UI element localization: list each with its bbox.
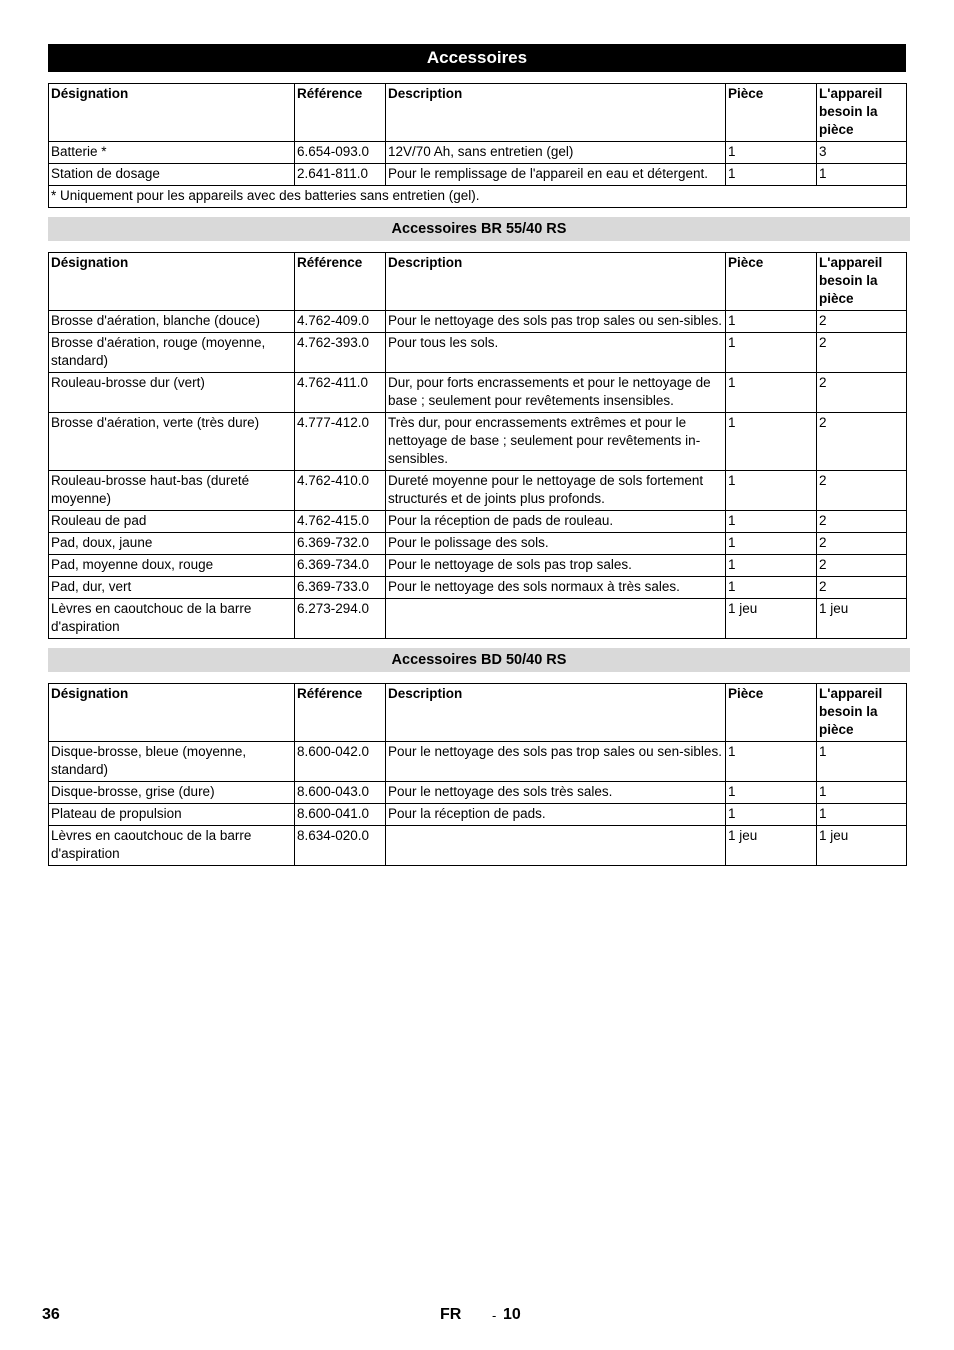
- cell-quantity-needed: 2: [817, 413, 907, 471]
- col-piece: Pièce: [726, 84, 817, 142]
- cell-description: Pour le nettoyage de sols pas trop sales.: [386, 555, 726, 577]
- cell-quantity-needed: 2: [817, 533, 907, 555]
- page-title: Accessoires: [48, 44, 906, 72]
- cell-piece: 1: [726, 413, 817, 471]
- cell-quantity-needed: 2: [817, 511, 907, 533]
- cell-designation: Station de dosage: [49, 164, 295, 186]
- table-row: [49, 333, 907, 373]
- cell-piece: 1: [726, 164, 817, 186]
- sub-page-number: 10: [503, 1306, 521, 1323]
- cell-designation: Batterie *: [49, 142, 295, 164]
- cell-designation: Brosse d'aération, verte (très dure): [49, 413, 295, 471]
- table-row: [49, 311, 907, 333]
- cell-reference: 6.654-093.0: [295, 142, 386, 164]
- cell-designation: Rouleau-brosse dur (vert): [49, 373, 295, 413]
- table-header-row: [49, 684, 907, 742]
- cell-description: Pour le polissage des sols.: [386, 533, 726, 555]
- col-designation: Désignation: [49, 253, 295, 311]
- cell-reference: 2.641-811.0: [295, 164, 386, 186]
- cell-description: Pour le nettoyage des sols normaux à très sales.: [386, 577, 726, 599]
- cell-piece: 1 jeu: [726, 599, 817, 639]
- page-content: [48, 44, 906, 866]
- col-reference: Référence: [295, 684, 386, 742]
- cell-reference: 6.369-732.0: [295, 533, 386, 555]
- table-row: [49, 373, 907, 413]
- cell-designation: Pad, moyenne doux, rouge: [49, 555, 295, 577]
- col-designation: Désignation: [49, 684, 295, 742]
- cell-piece: 1: [726, 142, 817, 164]
- cell-quantity-needed: 1: [817, 742, 907, 782]
- col-description: Description: [386, 84, 726, 142]
- language-code: FR: [440, 1306, 462, 1323]
- col-quantity-needed: L'appareil besoin la pièce: [817, 684, 907, 742]
- col-piece: Pièce: [726, 253, 817, 311]
- cell-reference: 6.273-294.0: [295, 599, 386, 639]
- cell-quantity-needed: 3: [817, 142, 907, 164]
- cell-quantity-needed: 1: [817, 164, 907, 186]
- cell-piece: 1: [726, 804, 817, 826]
- table-row: [49, 599, 907, 639]
- cell-reference: 4.777-412.0: [295, 413, 386, 471]
- cell-description: Très dur, pour encrassements extrêmes et pour le nettoyage de base ; seulement pour revêtements in-sensibles.: [386, 413, 726, 471]
- col-piece: Pièce: [726, 684, 817, 742]
- cell-description: Pour le nettoyage des sols très sales.: [386, 782, 726, 804]
- cell-description: Dureté moyenne pour le nettoyage de sols fortement structurés et de joints plus profonds.: [386, 471, 726, 511]
- cell-description: Pour le remplissage de l'appareil en eau et détergent.: [386, 164, 726, 186]
- accessories-bd-table: [48, 683, 907, 866]
- cell-piece: 1: [726, 311, 817, 333]
- cell-reference: 4.762-409.0: [295, 311, 386, 333]
- cell-reference: 4.762-410.0: [295, 471, 386, 511]
- cell-reference: 6.369-734.0: [295, 555, 386, 577]
- table-row: [49, 577, 907, 599]
- cell-quantity-needed: 2: [817, 577, 907, 599]
- accessories-table: [48, 83, 907, 208]
- cell-quantity-needed: 1: [817, 782, 907, 804]
- cell-designation: Pad, doux, jaune: [49, 533, 295, 555]
- cell-piece: 1: [726, 333, 817, 373]
- cell-quantity-needed: 2: [817, 311, 907, 333]
- table-row: [49, 511, 907, 533]
- table-row: [49, 164, 907, 186]
- footer-separator: -: [492, 1308, 497, 1323]
- accessories-br-table: [48, 252, 907, 639]
- table-row: [49, 413, 907, 471]
- cell-quantity-needed: 1: [817, 804, 907, 826]
- cell-designation: Pad, dur, vert: [49, 577, 295, 599]
- footnote-row: [49, 186, 907, 208]
- table-row: [49, 142, 907, 164]
- cell-piece: 1 jeu: [726, 826, 817, 866]
- cell-designation: Lèvres en caoutchouc de la barre d'aspiration: [49, 826, 295, 866]
- cell-designation: Lèvres en caoutchouc de la barre d'aspiration: [49, 599, 295, 639]
- page-number: 36: [42, 1306, 60, 1323]
- cell-piece: 1: [726, 471, 817, 511]
- table-row: [49, 804, 907, 826]
- cell-designation: Plateau de propulsion: [49, 804, 295, 826]
- cell-quantity-needed: 1 jeu: [817, 599, 907, 639]
- table-row: [49, 555, 907, 577]
- cell-description: Pour le nettoyage des sols pas trop sales ou sen-sibles.: [386, 311, 726, 333]
- cell-designation: Brosse d'aération, rouge (moyenne, standard): [49, 333, 295, 373]
- cell-quantity-needed: 1 jeu: [817, 826, 907, 866]
- cell-reference: 8.600-042.0: [295, 742, 386, 782]
- cell-quantity-needed: 2: [817, 555, 907, 577]
- cell-reference: 4.762-393.0: [295, 333, 386, 373]
- col-quantity-needed: L'appareil besoin la pièce: [817, 253, 907, 311]
- cell-reference: 4.762-411.0: [295, 373, 386, 413]
- cell-quantity-needed: 2: [817, 333, 907, 373]
- cell-description: Pour la réception de pads.: [386, 804, 726, 826]
- table-row: [49, 533, 907, 555]
- cell-designation: Disque-brosse, grise (dure): [49, 782, 295, 804]
- table-header-row: [49, 84, 907, 142]
- table-row: [49, 826, 907, 866]
- footnote: * Uniquement pour les appareils avec des batteries sans entretien (gel).: [49, 186, 907, 208]
- cell-description: [386, 599, 726, 639]
- table-row: [49, 782, 907, 804]
- table-row: [49, 742, 907, 782]
- cell-reference: 6.369-733.0: [295, 577, 386, 599]
- section-title-bd: Accessoires BD 50/40 RS: [48, 648, 910, 672]
- cell-piece: 1: [726, 782, 817, 804]
- cell-piece: 1: [726, 742, 817, 782]
- cell-description: Pour le nettoyage des sols pas trop sales ou sen-sibles.: [386, 742, 726, 782]
- col-quantity-needed: L'appareil besoin la pièce: [817, 84, 907, 142]
- cell-designation: Disque-brosse, bleue (moyenne, standard): [49, 742, 295, 782]
- table-header-row: [49, 253, 907, 311]
- cell-description: Pour la réception de pads de rouleau.: [386, 511, 726, 533]
- table-row: [49, 471, 907, 511]
- col-reference: Référence: [295, 84, 386, 142]
- cell-quantity-needed: 2: [817, 471, 907, 511]
- cell-reference: 8.634-020.0: [295, 826, 386, 866]
- cell-quantity-needed: 2: [817, 373, 907, 413]
- cell-description: Dur, pour forts encrassements et pour le nettoyage de base ; seulement pour revêtements insensibles.: [386, 373, 726, 413]
- cell-reference: 8.600-043.0: [295, 782, 386, 804]
- col-designation: Désignation: [49, 84, 295, 142]
- cell-piece: 1: [726, 511, 817, 533]
- cell-description: 12V/70 Ah, sans entretien (gel): [386, 142, 726, 164]
- cell-description: Pour tous les sols.: [386, 333, 726, 373]
- cell-designation: Rouleau de pad: [49, 511, 295, 533]
- col-description: Description: [386, 253, 726, 311]
- cell-piece: 1: [726, 533, 817, 555]
- cell-designation: Brosse d'aération, blanche (douce): [49, 311, 295, 333]
- cell-designation: Rouleau-brosse haut-bas (dureté moyenne): [49, 471, 295, 511]
- cell-reference: 8.600-041.0: [295, 804, 386, 826]
- cell-piece: 1: [726, 373, 817, 413]
- section-title-br: Accessoires BR 55/40 RS: [48, 217, 910, 241]
- cell-piece: 1: [726, 577, 817, 599]
- cell-description: [386, 826, 726, 866]
- col-description: Description: [386, 684, 726, 742]
- cell-reference: 4.762-415.0: [295, 511, 386, 533]
- cell-piece: 1: [726, 555, 817, 577]
- col-reference: Référence: [295, 253, 386, 311]
